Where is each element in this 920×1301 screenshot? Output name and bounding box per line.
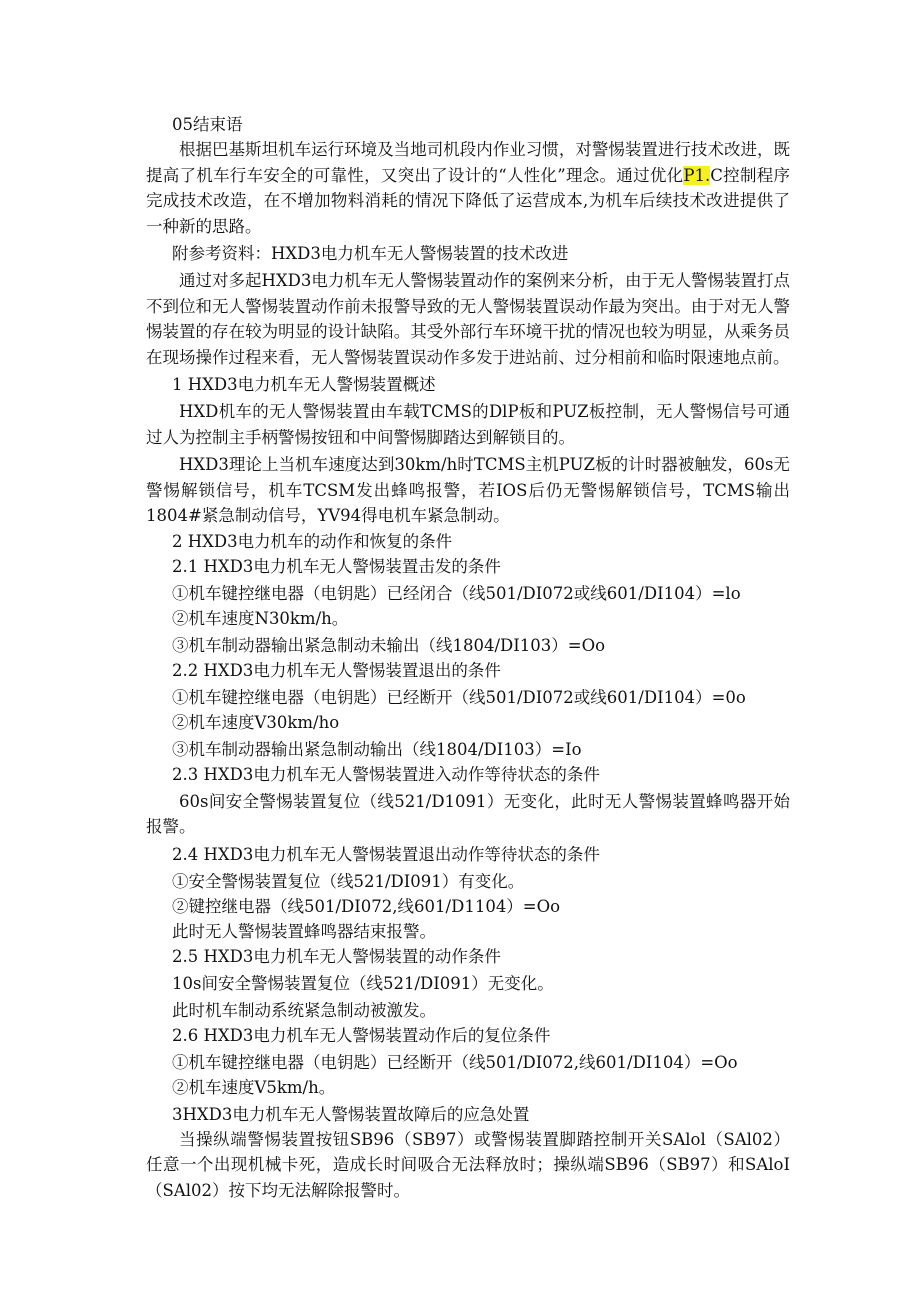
- condition-2-2-1: ①机车键控继电器（电钥匙）已经断开（线501/DI072或线601/DI104）=0o: [172, 687, 746, 707]
- paragraph-3: 当操纵端警惕装置按钮SB96（SB97）或警惕装置脚踏控制开关SAlol（SAl02）任意一个出现机械卡死，造成长时间吸合无法释放时；操纵端SB96（SB97）和SAloI（SAl02）按下均无法解除报警时。: [146, 1129, 790, 1200]
- condition-2-4-1: ①安全警惕装置复位（线521/DI091）有变化。: [172, 871, 525, 891]
- condition-2-5-1: 10s间安全警惕装置复位（线521/DI091）无变化。: [172, 973, 554, 993]
- condition-2-6-1: ①机车键控继电器（电钥匙）已经断开（线501/DI072,线601/DI104）=Oo: [172, 1052, 738, 1072]
- document-body: [146, 112, 790, 1203]
- condition-2-1-3: ③机车制动器输出紧急制动未输出（线1804/DI103）=Oo: [172, 635, 606, 655]
- reference-title: 附参考资料：HXD3电力机车无人警惕装置的技术改进: [172, 244, 569, 263]
- intro-paragraph: 通过对多起HXD3电力机车无人警惕装置动作的案例来分析，由于无人警惕装置打点不到位和无人警惕装置动作前未报警导致的无人警惕装置误动作最为突出。由于对无人警惕装置的存在较为明显的设计缺陷。其受外部行车环境干扰的情况也较为明显，从乘务员在现场操作过程来看，无人警惕装置误动作多发于进站前、过分相前和临时限速地点前。: [146, 271, 790, 367]
- condition-2-6-2: ②机车速度V5km/h。: [172, 1077, 336, 1097]
- paragraph-2: HXD3理论上当机车速度达到30km/h时TCMS主机PUZ板的计时器被触发，60s无警惕解锁信号，机车TCSM发出蜂鸣报警，若IOS后仍无警惕解锁信号，TCMS输出1804#紧急制动信号，YV94得电机车紧急制动。: [146, 455, 790, 525]
- heading-3: 3HXD3电力机车无人警惕装置故障后的应急处置: [172, 1104, 530, 1124]
- condition-2-1-2: ②机车速度N30km/h。: [172, 608, 349, 628]
- heading-2-5: 2.5 HXD3电力机车无人警惕装置的动作条件: [172, 946, 501, 966]
- heading-2-4: 2.4 HXD3电力机车无人警惕装置退出动作等待状态的条件: [172, 844, 600, 864]
- conclusion-paragraph: [146, 137, 790, 239]
- condition-2-2-2: ②机车速度V30km/ho: [172, 712, 340, 732]
- condition-2-5-2: 此时机车制动系统紧急制动被激发。: [172, 1000, 436, 1020]
- paragraph-1: HXD机车的无人警惕装置由车载TCMS的DlP板和PUZ板控制，无人警惕信号可通过人为控制主手柄警惕按钮和中间警惕脚踏达到解锁目的。: [146, 402, 790, 447]
- heading-2-2: 2.2 HXD3电力机车无人警惕装置退出的条件: [172, 660, 501, 680]
- conclusion-text-a: 根据巴基斯坦机车运行环境及当地司机段内作业习惯，对警惕装置进行技术改进，既提高了机车行车安全的可靠性，又突出了设计的“人性化”理念。通过优化: [146, 140, 790, 185]
- heading-2-3: 2.3 HXD3电力机车无人警惕装置进入动作等待状态的条件: [172, 764, 600, 784]
- condition-2-3-1: 60s间安全警惕装置复位（线521/D1091）无变化，此时无人警惕装置蜂鸣器开始报警。: [146, 791, 790, 836]
- condition-2-4-2: ②键控继电器（线501/DI072,线601/D1104）=Oo: [172, 896, 561, 916]
- heading-1: 1 HXD3电力机车无人警惕装置概述: [172, 375, 436, 394]
- condition-2-2-3: ③机车制动器输出紧急制动输出（线1804/DI103）=Io: [172, 739, 582, 759]
- conclusion-text-b: C控制程序完成技术改造，在不增加物料消耗的情况下降低了运营成本,为机车后续技术改进提供了一种新的思路。: [146, 165, 791, 236]
- heading-2-1: 2.1 HXD3电力机车无人警惕装置击发的条件: [172, 556, 501, 576]
- section-heading-05: 05结束语: [172, 115, 243, 134]
- condition-2-4-3: 此时无人警惕装置蜂鸣器结束报警。: [172, 921, 436, 941]
- heading-2-6: 2.6 HXD3电力机车无人警惕装置动作后的复位条件: [172, 1025, 551, 1045]
- heading-2: 2 HXD3电力机车的动作和恢复的条件: [172, 531, 453, 551]
- condition-2-1-1: ①机车键控继电器（电钥匙）已经闭合（线501/DI072或线601/DI104）=lo: [172, 583, 741, 603]
- highlighted-text: P1.: [683, 165, 711, 185]
